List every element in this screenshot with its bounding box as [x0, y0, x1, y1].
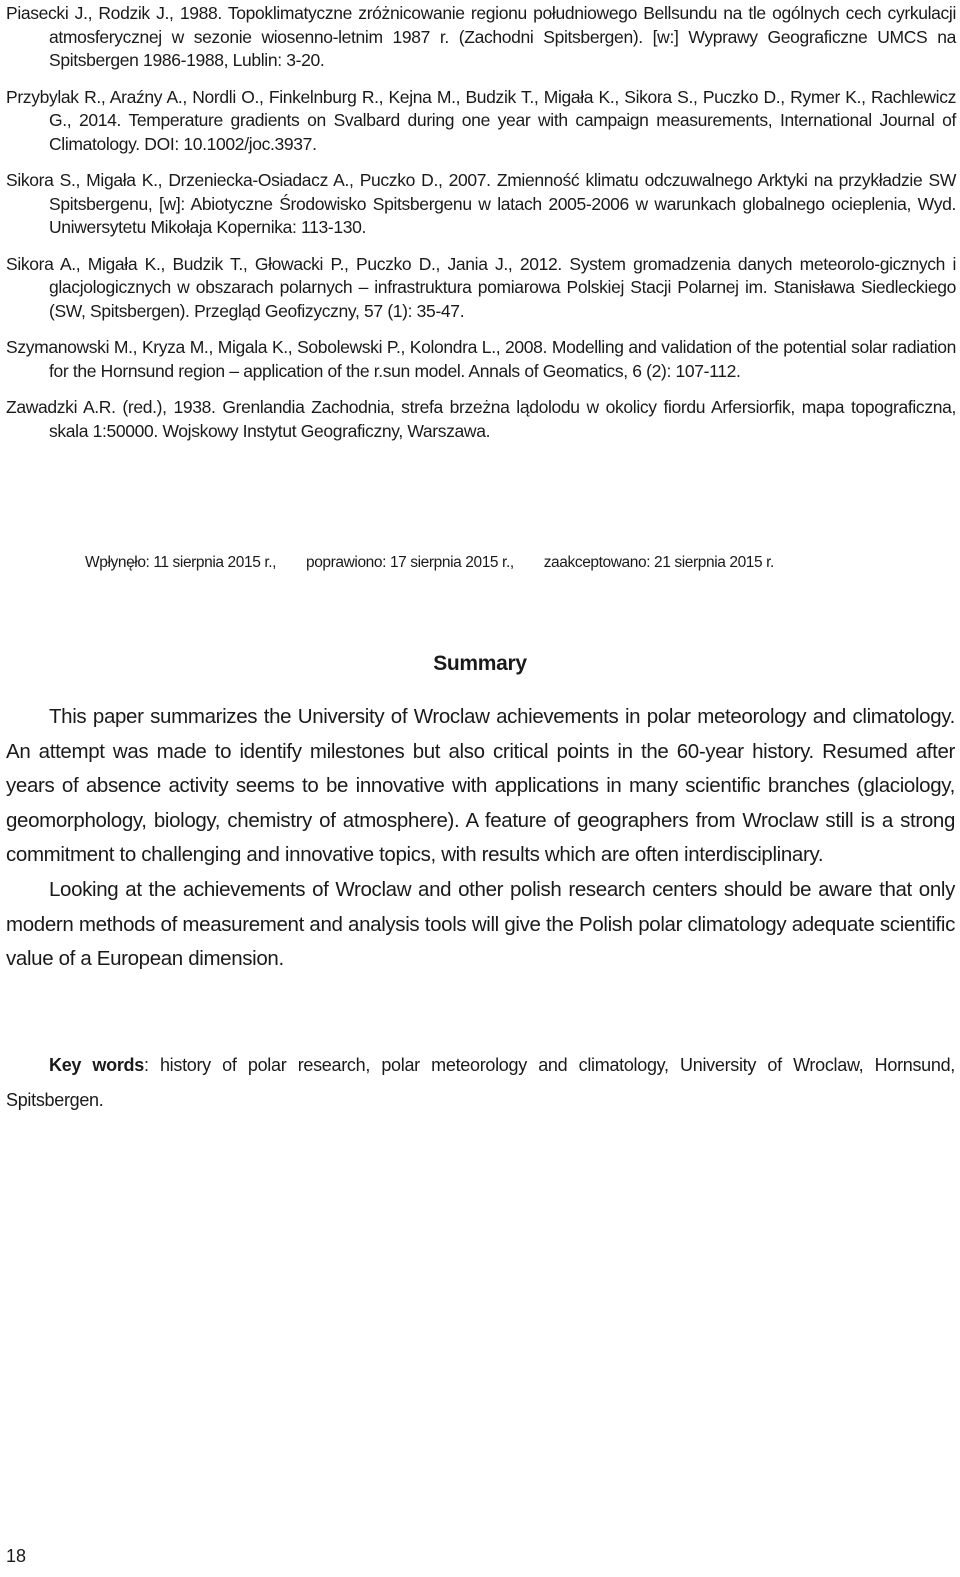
page-number: 18	[6, 1546, 27, 1566]
summary-body	[6, 700, 955, 977]
reference-entry	[6, 396, 956, 443]
summary-paragraph: This paper summarizes the University of Wroclaw achievements in polar meteorology and climatology. An attempt was made to identify milestones but also critical points in the 60-year history. Resumed after years of absence activity seems to be innovative with applications in many scientific branches (glaciology, geomorphology, biology, chemistry of atmosphere). A feature of geographers from Wroclaw still is a strong commitment to challenging and innovative topics, with results which are often interdisciplinary.	[6, 705, 955, 867]
reference-authors: Piasecki J., Rodzik J., 1988.	[6, 3, 222, 23]
keywords-separator: :	[143, 1055, 160, 1075]
reference-text: System gromadzenia danych meteorolo-gicznych i glacjologicznych w obszarach polarnych – infrastruktura pomiarowa Polskiej Stacji Polarnej im. Stanisława Siedleckiego (SW, Spitsbergen). Przegląd Geofizyczny, 57 (1): 35-47.	[49, 253, 957, 321]
summary-heading: Summary	[433, 652, 527, 675]
reference-text: Modelling and validation of the potential solar radiation for the Hornsund region – application of the r.sun model. Annals of Geomatics, 6 (2): 107-112.	[49, 337, 957, 381]
reference-authors: Zawadzki A.R. (red.), 1938.	[6, 397, 216, 417]
reference-authors: Sikora S., Migała K., Drzeniecka-Osiadacz A., Puczko D., 2007.	[6, 170, 491, 190]
date-received: Wpłynęło: 11 sierpnia 2015 r.,	[85, 554, 277, 571]
reference-list	[6, 0, 956, 456]
date-revised: poprawiono: 17 sierpnia 2015 r.,	[305, 554, 514, 571]
reference-authors: Szymanowski M., Kryza M., Migala K., Sobolewski P., Kolondra L., 2008.	[6, 337, 548, 357]
summary-paragraph: Looking at the achievements of Wroclaw and other polish research centers should be aware that only modern methods of measurement and analysis tools will give the Polish polar climatology adequate scientific value of a European dimension.	[6, 877, 955, 971]
reference-text: Temperature gradients on Svalbard during one year with campaign measurements, International Journal of Climatology. DOI: 10.1002/joc.3937.	[49, 110, 957, 154]
keywords	[6, 1048, 955, 1117]
reference-entry	[6, 253, 956, 324]
submission-dates	[85, 554, 774, 572]
reference-text: Topoklimatyczne zróżnicowanie regionu południowego Bellsundu na tle ogólnych cech cyrkulacji atmosferycznej w sezonie wiosenno-letnim 1987 r. (Zachodni Spitsbergen). [w:] Wyprawy Geograficzne UMCS na Spitsbergen 1986-1988, Lublin: 3-20.	[49, 3, 956, 70]
reference-entry	[6, 336, 956, 383]
reference-entry	[6, 169, 956, 240]
date-accepted: zaakceptowano: 21 sierpnia 2015 r.	[543, 554, 774, 571]
reference-text: Zmienność klimatu odczuwalnego Arktyki na przykładzie SW Spitsbergenu, [w]: Abiotyczne Środowisko Spitsbergenu w latach 2005-2006 w warunkach globalnego ocieplenia, Wyd. Uniwersytetu Mikołaja Kopernika: 113-130.	[49, 170, 956, 237]
reference-authors: Przybylak R., Araźny A., Nordli O., Finkelnburg R., Kejna M., Budzik T., Migała K., Sikora S., Puczko D., Rymer K., Rachlewicz G., 2014.	[6, 86, 956, 130]
reference-entry	[6, 86, 956, 157]
reference-authors: Sikora A., Migała K., Budzik T., Głowacki P., Puczko D., Jania J., 2012.	[6, 253, 562, 274]
keywords-text: history of polar research, polar meteorology and climatology, University of Wroclaw, Hornsund, Spitsbergen.	[6, 1055, 956, 1110]
keywords-label: Key words	[49, 1055, 144, 1075]
reference-text: Grenlandia Zachodnia, strefa brzeżna lądolodu w okolicy fiordu Arfersiorfik, mapa topograficzna, skala 1:50000. Wojskowy Instytut Geograficzny, Warszawa.	[49, 397, 956, 441]
reference-entry	[6, 2, 956, 73]
